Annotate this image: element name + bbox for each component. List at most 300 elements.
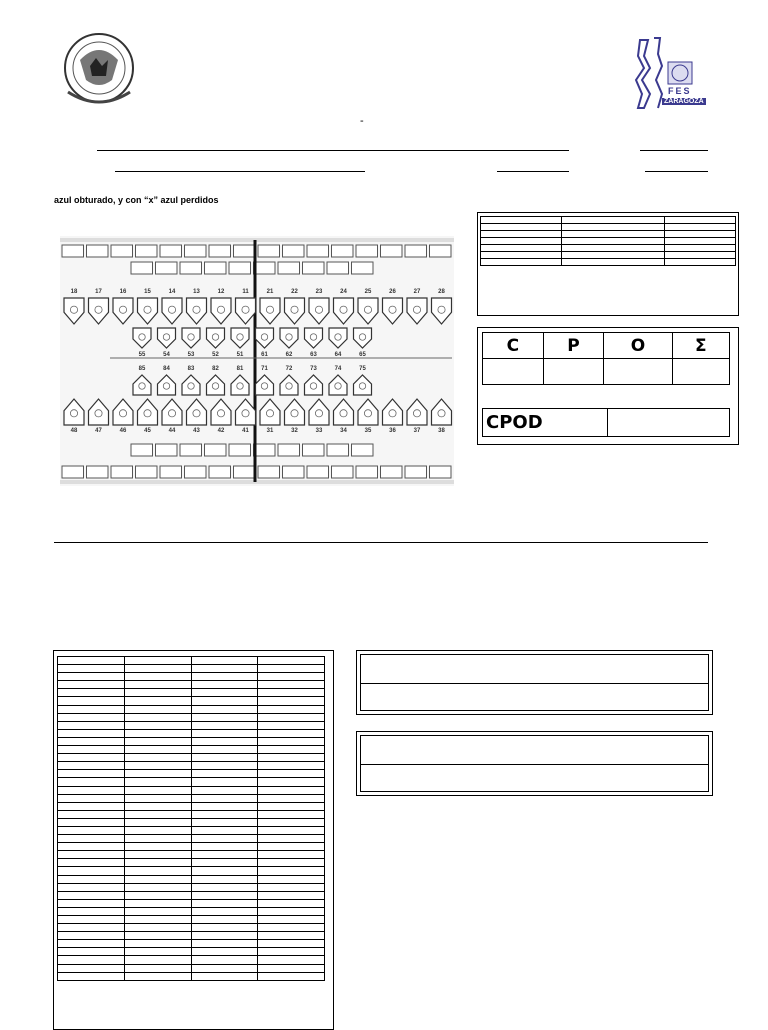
list-row[interactable] [58,907,325,915]
tooth-number: 84 [163,366,170,372]
odontogram[interactable] [60,236,454,486]
list-cell[interactable] [58,665,125,673]
upper-permanent-box[interactable] [258,245,280,257]
list-cell[interactable] [124,899,191,907]
list-row[interactable] [58,665,325,673]
list-cell[interactable] [58,891,125,899]
lower-primary-box[interactable] [131,444,153,456]
list-cell[interactable] [58,746,125,754]
list-cell[interactable] [258,810,325,818]
list-cell[interactable] [191,883,258,891]
list-cell[interactable] [191,689,258,697]
list-row[interactable] [58,729,325,737]
list-cell[interactable] [58,956,125,964]
list-cell[interactable] [124,754,191,762]
list-cell[interactable] [124,802,191,810]
list-cell[interactable] [58,705,125,713]
list-cell[interactable] [58,907,125,915]
list-cell[interactable] [124,818,191,826]
lower-permanent-box[interactable] [111,466,133,478]
list-cell[interactable] [258,713,325,721]
list-cell[interactable] [124,859,191,867]
list-row[interactable] [58,826,325,834]
upper-permanent-box[interactable] [405,245,427,257]
list-cell[interactable] [124,826,191,834]
list-cell[interactable] [124,721,191,729]
list-cell[interactable] [58,851,125,859]
list-cell[interactable] [191,956,258,964]
tooth-number: 11 [242,289,249,295]
list-cell[interactable] [58,778,125,786]
list-cell[interactable] [124,940,191,948]
list-cell[interactable] [124,835,191,843]
list-row[interactable] [58,916,325,924]
tooth-number: 32 [291,428,298,434]
list-cell[interactable] [191,851,258,859]
lower-permanent-box[interactable] [258,466,280,478]
list-cell[interactable] [191,972,258,980]
tooth-number: 27 [413,289,421,295]
list-row[interactable] [58,794,325,802]
list-cell[interactable] [191,948,258,956]
list-cell[interactable] [124,794,191,802]
list-cell[interactable] [258,762,325,770]
list-row[interactable] [58,778,325,786]
list-cell[interactable] [258,746,325,754]
upper-primary-box[interactable] [205,262,227,274]
list-cell[interactable] [124,705,191,713]
list-cell[interactable] [124,681,191,689]
list-cell[interactable] [58,721,125,729]
lower-permanent-box[interactable] [356,466,378,478]
list-cell[interactable] [191,794,258,802]
list-row[interactable] [58,754,325,762]
list-cell[interactable] [124,916,191,924]
form-line-2[interactable] [640,150,708,151]
list-row[interactable] [58,924,325,932]
list-cell[interactable] [258,932,325,940]
notes-box-2-inner [360,735,709,792]
list-cell[interactable] [124,729,191,737]
list-row[interactable] [58,810,325,818]
upper-primary-box[interactable] [180,262,202,274]
list-row[interactable] [58,721,325,729]
notes-box-1-divider [361,683,708,684]
list-row[interactable] [58,713,325,721]
upper-primary-box[interactable] [278,262,300,274]
list-cell[interactable] [258,721,325,729]
lower-primary-box[interactable] [352,444,374,456]
tooth-number: 21 [266,289,274,295]
list-cell[interactable] [124,907,191,915]
tooth-number: 18 [70,289,78,295]
upper-permanent-box[interactable] [87,245,109,257]
list-cell[interactable] [191,681,258,689]
upper-permanent-box[interactable] [62,245,84,257]
list-cell[interactable] [124,891,191,899]
list-row[interactable] [58,818,325,826]
list-cell[interactable] [58,729,125,737]
list-cell[interactable] [58,794,125,802]
list-cell[interactable] [191,867,258,875]
tooth-number: 62 [285,352,293,358]
list-cell[interactable] [124,746,191,754]
list-cell[interactable] [191,705,258,713]
list-cell[interactable] [58,826,125,834]
list-cell[interactable] [191,746,258,754]
list-cell[interactable] [124,948,191,956]
list-row[interactable] [58,891,325,899]
list-row[interactable] [58,843,325,851]
list-cell[interactable] [258,729,325,737]
tooth-number: 73 [310,366,317,372]
list-cell[interactable] [258,689,325,697]
list-cell[interactable] [58,673,125,681]
list-cell[interactable] [191,891,258,899]
lower-permanent-box[interactable] [381,466,403,478]
tooth-number: 28 [438,289,445,295]
list-cell[interactable] [124,972,191,980]
list-cell[interactable] [58,810,125,818]
list-row[interactable] [58,746,325,754]
lower-primary-box[interactable] [205,444,227,456]
list-cell[interactable] [191,924,258,932]
list-row[interactable] [58,681,325,689]
cpo-index-box [477,327,739,445]
list-cell[interactable] [258,972,325,980]
list-cell[interactable] [58,883,125,891]
list-cell[interactable] [58,835,125,843]
list-cell[interactable] [124,665,191,673]
list-row[interactable] [58,875,325,883]
list-cell[interactable] [191,713,258,721]
lower-primary-box[interactable] [156,444,178,456]
lower-primary-box[interactable] [327,444,349,456]
list-cell[interactable] [258,843,325,851]
upper-permanent-box[interactable] [209,245,231,257]
list-cell[interactable] [191,665,258,673]
list-cell[interactable] [58,754,125,762]
list-cell[interactable] [258,851,325,859]
tooth-number: 52 [212,352,219,358]
list-cell[interactable] [258,754,325,762]
list-cell[interactable] [258,770,325,778]
upper-permanent-box[interactable] [185,245,207,257]
upper-permanent-box[interactable] [381,245,403,257]
tooth-number: 13 [193,289,200,295]
list-cell[interactable] [124,851,191,859]
list-cell[interactable] [258,875,325,883]
value-p[interactable] [543,359,604,385]
list-cell[interactable] [124,786,191,794]
upper-permanent-box[interactable] [111,245,133,257]
list-cell[interactable] [258,859,325,867]
upper-primary-box[interactable] [156,262,178,274]
tooth-number: 47 [95,428,102,434]
list-cell[interactable] [191,657,258,665]
tooth-number: 81 [236,366,244,372]
tooth-number: 43 [193,428,200,434]
upper-permanent-box[interactable] [234,245,256,257]
list-cell[interactable] [258,907,325,915]
form-line-5[interactable] [645,171,708,172]
lower-permanent-box[interactable] [405,466,427,478]
upper-primary-box[interactable] [352,262,374,274]
list-cell[interactable] [191,737,258,745]
list-row[interactable] [58,737,325,745]
list-cell[interactable] [124,778,191,786]
lower-permanent-box[interactable] [283,466,305,478]
list-cell[interactable] [258,673,325,681]
upper-permanent-box[interactable] [332,245,354,257]
list-cell[interactable] [124,964,191,972]
list-cell[interactable] [191,875,258,883]
list-cell[interactable] [191,673,258,681]
list-row[interactable] [58,657,325,665]
list-row[interactable] [58,956,325,964]
list-cell[interactable] [58,786,125,794]
list-cell[interactable] [124,867,191,875]
form-line-4[interactable] [497,171,569,172]
list-cell[interactable] [191,826,258,834]
list-row[interactable] [58,932,325,940]
list-row[interactable] [58,964,325,972]
list-cell[interactable] [258,964,325,972]
upper-permanent-box[interactable] [283,245,305,257]
list-cell[interactable] [258,826,325,834]
list-cell[interactable] [58,737,125,745]
list-cell[interactable] [258,802,325,810]
list-cell[interactable] [258,867,325,875]
list-cell[interactable] [58,802,125,810]
tooth-number: 46 [119,428,127,434]
list-cell[interactable] [58,689,125,697]
list-cell[interactable] [258,778,325,786]
form-line-1[interactable] [97,150,569,151]
upper-primary-box[interactable] [303,262,325,274]
list-cell[interactable] [191,843,258,851]
lower-permanent-box[interactable] [332,466,354,478]
list-cell[interactable] [191,770,258,778]
list-cell[interactable] [191,964,258,972]
lower-primary-box[interactable] [303,444,325,456]
list-cell[interactable] [258,737,325,745]
tooth-number: 16 [119,289,127,295]
list-cell[interactable] [258,794,325,802]
list-cell[interactable] [58,713,125,721]
list-cell[interactable] [258,665,325,673]
list-row[interactable] [58,770,325,778]
header-dash: - [360,115,364,127]
list-cell[interactable] [258,697,325,705]
upper-permanent-box[interactable] [136,245,158,257]
lower-permanent-box[interactable] [307,466,329,478]
lower-permanent-box[interactable] [234,466,256,478]
list-cell[interactable] [124,924,191,932]
lower-permanent-box[interactable] [209,466,231,478]
list-cell[interactable] [258,956,325,964]
list-cell[interactable] [258,916,325,924]
list-cell[interactable] [258,924,325,932]
list-row[interactable] [58,762,325,770]
list-row[interactable] [58,851,325,859]
list-cell[interactable] [58,899,125,907]
list-cell[interactable] [58,875,125,883]
lower-permanent-box[interactable] [160,466,182,478]
list-cell[interactable] [191,940,258,948]
list-cell[interactable] [124,770,191,778]
upper-permanent-box[interactable] [356,245,378,257]
list-cell[interactable] [258,786,325,794]
lower-permanent-box[interactable] [430,466,452,478]
list-cell[interactable] [124,843,191,851]
list-cell[interactable] [124,810,191,818]
lower-permanent-box[interactable] [185,466,207,478]
list-cell[interactable] [58,818,125,826]
list-cell[interactable] [191,818,258,826]
tooth-number: 51 [236,352,244,358]
list-cell[interactable] [191,754,258,762]
list-cell[interactable] [124,932,191,940]
list-row[interactable] [58,867,325,875]
tooth-number: 14 [168,289,176,295]
cpod-value[interactable] [608,409,730,437]
list-row[interactable] [58,786,325,794]
list-cell[interactable] [124,697,191,705]
list-row[interactable] [58,697,325,705]
list-cell[interactable] [58,932,125,940]
list-cell[interactable] [124,762,191,770]
lower-primary-box[interactable] [180,444,202,456]
list-cell[interactable] [58,964,125,972]
list-cell[interactable] [58,916,125,924]
list-cell[interactable] [258,835,325,843]
tooth-number: 37 [413,428,421,434]
tooth-number: 63 [310,352,317,358]
list-row[interactable] [58,883,325,891]
list-cell[interactable] [191,786,258,794]
list-cell[interactable] [258,948,325,956]
lower-primary-box[interactable] [254,444,276,456]
list-table-box [53,650,334,1030]
fes-zaragoza-logo [632,36,704,112]
form-line-3[interactable] [115,171,365,172]
list-cell[interactable] [191,907,258,915]
list-cell[interactable] [58,762,125,770]
lower-primary-box[interactable] [229,444,251,456]
list-table [57,656,325,981]
list-row[interactable] [58,899,325,907]
list-cell[interactable] [258,891,325,899]
list-cell[interactable] [58,972,125,980]
upper-primary-box[interactable] [131,262,153,274]
list-cell[interactable] [124,713,191,721]
notes-box-2 [356,731,713,796]
list-cell[interactable] [258,883,325,891]
tooth-number: 38 [438,428,445,434]
list-row[interactable] [58,835,325,843]
list-cell[interactable] [58,681,125,689]
list-cell[interactable] [58,948,125,956]
fes-zaragoza-label: ZARAGOZA [664,98,704,105]
list-cell[interactable] [191,729,258,737]
upper-primary-box[interactable] [327,262,349,274]
list-cell[interactable] [124,883,191,891]
list-cell[interactable] [258,940,325,948]
upper-permanent-box[interactable] [160,245,182,257]
list-cell[interactable] [58,770,125,778]
tooth-number: 71 [261,366,268,372]
list-cell[interactable] [58,657,125,665]
list-row[interactable] [58,673,325,681]
tooth-number: 23 [315,289,323,295]
lower-permanent-box[interactable] [62,466,84,478]
list-cell[interactable] [191,810,258,818]
list-cell[interactable] [191,859,258,867]
value-sum[interactable] [672,359,729,385]
upper-permanent-box[interactable] [307,245,329,257]
fes-letters: FES [668,86,692,96]
value-o[interactable] [604,359,672,385]
list-cell[interactable] [58,843,125,851]
list-cell[interactable] [191,721,258,729]
list-cell[interactable] [58,867,125,875]
list-cell[interactable] [191,932,258,940]
list-cell[interactable] [124,737,191,745]
list-cell[interactable] [191,916,258,924]
list-cell[interactable] [124,673,191,681]
list-cell[interactable] [258,705,325,713]
upper-permanent-box[interactable] [430,245,452,257]
list-cell[interactable] [191,762,258,770]
list-cell[interactable] [191,697,258,705]
list-cell[interactable] [258,818,325,826]
upper-primary-box[interactable] [229,262,251,274]
list-row[interactable] [58,689,325,697]
value-c[interactable] [483,359,544,385]
list-row[interactable] [58,948,325,956]
list-cell[interactable] [58,940,125,948]
list-cell[interactable] [258,899,325,907]
list-row[interactable] [58,940,325,948]
list-row[interactable] [58,802,325,810]
lower-permanent-box[interactable] [136,466,158,478]
lower-primary-box[interactable] [278,444,300,456]
list-cell[interactable] [258,657,325,665]
list-cell[interactable] [191,835,258,843]
list-cell[interactable] [124,875,191,883]
list-cell[interactable] [124,657,191,665]
lower-permanent-box[interactable] [87,466,109,478]
list-row[interactable] [58,972,325,980]
tooth-number: 82 [212,366,219,372]
list-cell[interactable] [191,778,258,786]
list-cell[interactable] [258,681,325,689]
list-cell[interactable] [58,859,125,867]
tooth-number: 53 [187,352,195,358]
list-row[interactable] [58,859,325,867]
list-cell[interactable] [191,802,258,810]
upper-primary-box[interactable] [254,262,276,274]
list-cell[interactable] [124,956,191,964]
summary-table-box [477,212,739,316]
list-cell[interactable] [124,689,191,697]
list-cell[interactable] [191,899,258,907]
list-row[interactable] [58,705,325,713]
list-cell[interactable] [58,697,125,705]
list-cell[interactable] [58,924,125,932]
tooth-number: 74 [334,366,342,372]
